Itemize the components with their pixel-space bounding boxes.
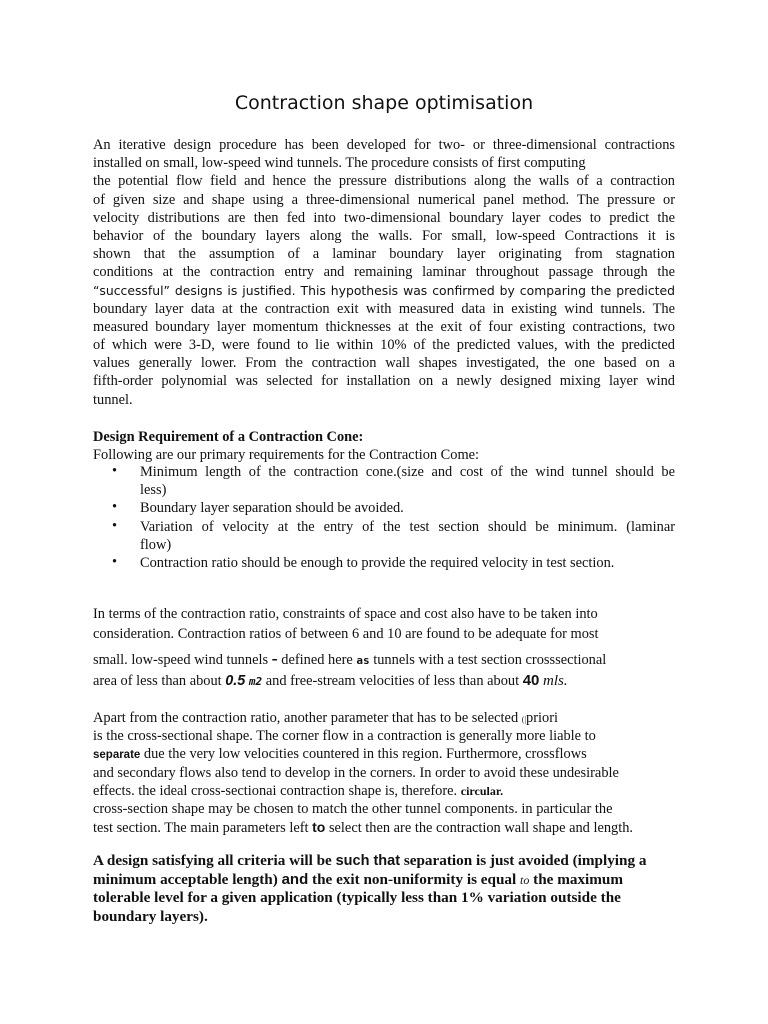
list-item (112, 499, 675, 517)
text-line: consideration. Contraction ratios of between 6 and 10 are found to be adequate for most (93, 625, 599, 642)
text-line: installed on small, low-speed wind tunnels. The procedure consists of first computing (93, 155, 586, 172)
text-line: effects. the ideal cross-sectionai contraction shape is, therefore. circular. (93, 782, 504, 799)
bullet-icon: • (112, 499, 118, 516)
text-line: separate due the very low velocities countered in this region. Furthermore, crossflows (93, 746, 587, 763)
list-item (112, 554, 675, 572)
text-line: tunnel. (93, 391, 133, 408)
text-line: In terms of the contraction ratio, constraints of space and cost also have to be taken into (93, 606, 598, 622)
text-line: boundary layers). (93, 907, 208, 925)
text-line: Apart from the contraction ratio, another parameter that has to be selected (|priori (93, 710, 558, 726)
text-line: minimum acceptable length) and the exit non-uniformity is equal to the maximum (93, 870, 624, 888)
text-line: velocity distributions are then fed into two-dimensional boundary layer codes to predict the (93, 209, 675, 226)
contraction-ratio-paragraph (93, 606, 675, 690)
section-intro: Following are our primary requirements for the Contraction Come: (93, 447, 480, 464)
section-heading: Design Requirement of a Contraction Cone: (93, 429, 364, 445)
list-item (112, 518, 675, 554)
list-item-text: Minimum length of the contraction cone.(size and cost of the wind tunnel should be (140, 464, 675, 480)
text-line: of given size and shape using a three-dimensional numerical panel method. The pressure or (93, 191, 675, 208)
list-item-text: Contraction ratio should be enough to provide the required velocity in test section. (140, 554, 615, 571)
text-line: of which were 3-D, were found to lie within 10% of the predicted values, with the predicted (93, 337, 675, 354)
text-line: is the cross-sectional shape. The corner flow in a contraction is generally more liable to (93, 728, 596, 745)
requirements-list (112, 463, 675, 572)
text-line: measured boundary layer momentum thicknesses at the exit of four existing contractions, two (93, 318, 675, 335)
design-requirements-header (93, 428, 675, 464)
text-line: “successful” designs is justified. This hypothesis was confirmed by comparing the predicted (93, 282, 675, 298)
text-line: behavior of the boundary layers along the walls. For small, low-speed Contractions it is (93, 227, 675, 244)
text-line: An iterative design procedure has been developed for two- or three-dimensional contractions (93, 137, 675, 153)
design-criteria-paragraph (93, 852, 675, 926)
intro-paragraph (93, 136, 675, 409)
text-line: shown that the assumption of a laminar boundary layer originating from stagnation (93, 246, 675, 263)
bullet-icon: • (112, 553, 118, 570)
text-line: the potential flow field and hence the pressure distributions along the walls of a contraction (93, 173, 675, 190)
text-line: fifth-order polynomial was selected for installation on a newly designed mixing layer wind (93, 373, 675, 390)
text-line: small. low-speed wind tunnels - defined here as tunnels with a test section crosssectional (93, 647, 607, 668)
text-line: test section. The main parameters left to select then are the contraction wall shape and length. (93, 819, 634, 837)
text-line: conditions at the contraction entry and remaining laminar throughout passage through the (93, 264, 675, 281)
text-line: A design satisfying all criteria will be such that separation is just avoided (implying a (93, 852, 647, 869)
text-line: cross-section shape may be chosen to match the other tunnel components. in particular the (93, 800, 613, 817)
list-item (112, 463, 675, 499)
text-line: values generally lower. From the contraction wall shapes investigated, the one based on a (93, 355, 675, 372)
text-line: area of less than about 0.5 m2 and free-stream velocities of less than about 40 mls. (93, 671, 568, 689)
cross-section-paragraph (93, 709, 675, 836)
text-line: tolerable level for a given application (typically less than 1% variation outside the (93, 889, 621, 907)
text-line: boundary layer data at the contraction exit with measured data in existing wind tunnels. The (93, 300, 675, 317)
list-item-text: less) (140, 482, 167, 499)
bullet-icon: • (112, 463, 118, 479)
list-item-text: Variation of velocity at the entry of the test section should be minimum. (laminar (140, 518, 675, 535)
text-line: and secondary flows also tend to develop in the corners. In order to avoid these undesirable (93, 764, 619, 781)
list-item-text: flow) (140, 536, 172, 553)
bullet-icon: • (112, 517, 118, 534)
list-item-text: Boundary layer separation should be avoided. (140, 500, 404, 517)
page-title: Contraction shape optimisation (234, 92, 534, 114)
